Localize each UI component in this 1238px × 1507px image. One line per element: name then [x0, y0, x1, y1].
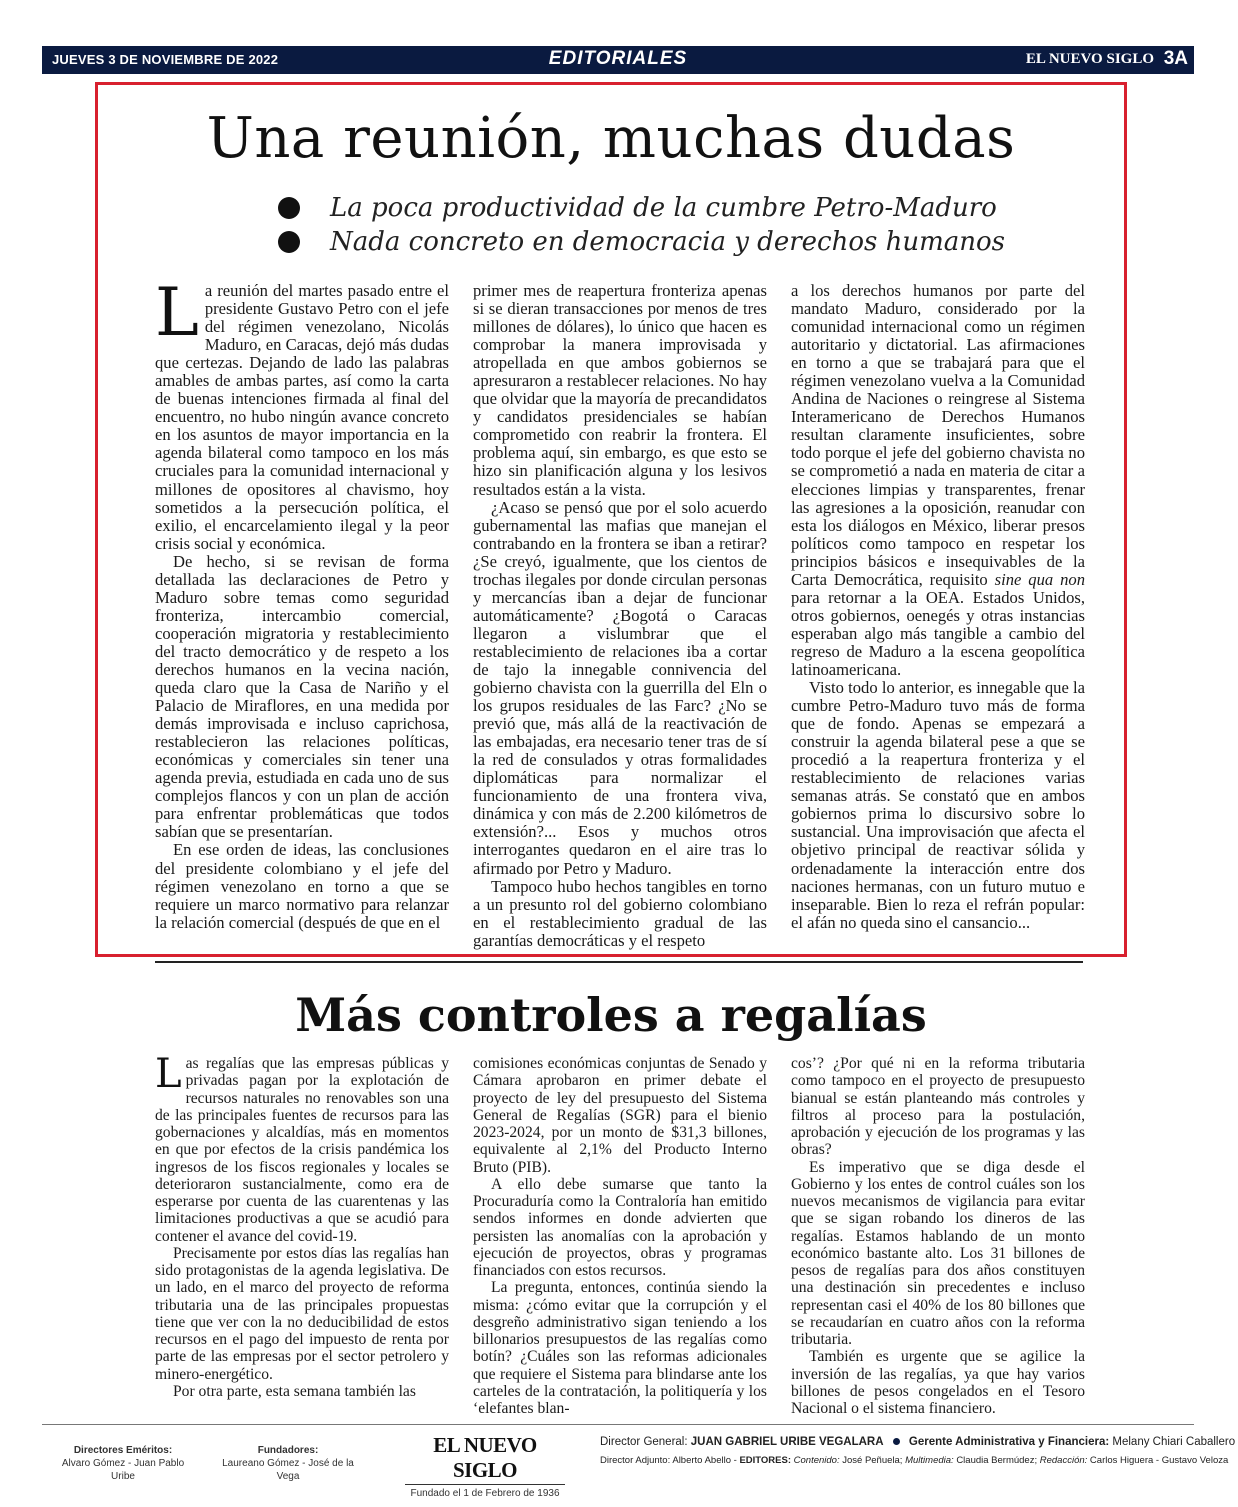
issue-date: JUEVES 3 DE NOVIEMBRE DE 2022 [52, 52, 279, 67]
paragraph-text: as regalías que las empresas públicas y privadas pagan por la explotación de recursos naturales no renovables son una de las principales fuentes de recursos para las gobernaciones y alcaldías, más en momentos en que por efectos de la crisis pandémica los ingresos de los fiscos regionales y locales se deterioraron sustancialmente, como era de esperarse por cuenta de las cuarentenas y las limitaciones productivas a que se acudió para contener el avance del covid-19. [155, 1055, 449, 1245]
paragraph: ¿Acaso se pensó que por el solo acuerdo gubernamental las mafias que manejan el contrabando en la frontera se iban a retirar? ¿Se creyó, igualmente, que los cientos de trochas ilegales por donde circulan personas y mercancías iban a dejar de funcionar automáticamente? ¿Bogotá o Caracas llegaron a vislumbrar que el restablecimiento de relaciones iba a cortar de tajo la innegable connivencia del gobierno chavista con la guerrilla del Eln o los grupos residuales de las Farc? ¿No se previó que, más allá de la reactivación de las embajadas, era necesario tener tras de sí la red de consulados y otras formalidades diplomáticas para normalizar el funcionamiento de una frontera viva, dinámica y con más de 2.200 kilómetros de extensión?... Esos y muchos otros interrogantes quedaron en el aire tras lo afirmado por Petro y Maduro. [473, 497, 767, 878]
deputy-label: Director Adjunto: [600, 1455, 671, 1466]
paragraph-text: a reunión del martes pasado entre el presidente Gustavo Petro con el jefe del régimen venezolano, Nicolás Maduro, en Caracas, dejó más dudas que certezas. Dejando de lado las palabras amables de ambas partes, así como la carta de buenas intenciones firmada al final del encuentro, no hubo ningún avance concreto en los asuntos de mayor importancia en la agenda bilateral como tampoco en los más cruciales para la comunidad internacional y millones de opositores al chavismo, hoy sometidos a la persecución política, el exilio, el encarcelamiento ilegal y la peor crisis social y económica. [155, 281, 449, 553]
paragraph: De hecho, si se revisan de forma detallada las declaraciones de Petro y Maduro sobre temas como seguridad fronteriza, intercambio comercial, cooperación migratoria y restablecimiento del tracto democrático y de respeto a los derechos humanos en la vecina nación, queda claro que la Casa de Nariño y el Palacio de Miraflores, en una medida por demás improvisada e incluso caprichosa, restablecieron las relaciones políticas, económicas y comerciales sin tener una agenda previa, estudiada en cada uno de sus complejos flancos y con un plan de acción para enfrentar problemáticas que todos sabían que se presentarían. [155, 551, 449, 842]
editorial-title: Una reunión, muchas dudas [206, 106, 1016, 171]
subhead-text: Nada concreto en democracia y derechos humanos [330, 227, 1005, 257]
directors-emeritus-label: Directores Eméritos: [73, 1445, 173, 1456]
director-label: Director General: [600, 1436, 688, 1448]
paragraph [155, 1051, 449, 1245]
column-3 [791, 282, 1085, 950]
founders-names: Laureano Gómez - José de la Vega [222, 1458, 354, 1482]
directors-emeritus [58, 1444, 188, 1483]
subhead-text: La poca productividad de la cumbre Petro-Maduro [330, 193, 997, 223]
paragraph [155, 274, 449, 553]
paragraph: Visto todo lo anterior, es innegable que la cumbre Petro-Maduro tuvo más de forma que de fondo. Apenas se empezará a construir la agenda bilateral pese a que se procedió a la reapertura fronteriza y el restablecimiento de relaciones varias semanas atrás. Se constató que en ambos gobiernos prima lo discursivo sobre lo sustancial. Una improvisación que afecta el objetivo principal de reactivar sólida y ordenadamente la interacción entre dos naciones hermanas, con un futuro mutuo e inseparable. Bien lo reza el refrán popular: el afán no queda sino el cansancio... [791, 678, 1085, 932]
paragraph: Tampoco hubo hechos tangibles en torno a un presunto rol del gobierno colombiano en el restablecimiento gradual de las garantías democráticas y el respeto [473, 876, 767, 950]
drop-cap: L [155, 274, 199, 351]
paragraph: También es urgente que se agilice la inversión de las regalías, ya que hay varios billones de pesos congelados en el Tesoro Nacional o el sistema financiero. [791, 1348, 1085, 1417]
column-2 [473, 282, 767, 950]
paragraph: comisiones económicas conjuntas de Senado y Cámara aprobaron en primer debate el proyecto de ley del presupuesto del Sistema General de Regalías (SGR) para el bienio 2023-2024, por un monto de $31,3 billones, equivalente al 2,1% del Producto Interno Bruto (PIB). [473, 1055, 767, 1176]
newsroom-editors: Carlos Higuera - Gustavo Veloza [1089, 1455, 1229, 1466]
founders-label: Fundadores: [257, 1445, 319, 1456]
staff-row-2: Director Adjunto: Alberto Abello - EDITORES: Contenido: José Peñuela; Multimedia: Claudia Bermúdez; Redacción: Carlos Higuera - Gustavo Veloza [600, 1455, 1229, 1466]
section-title: EDITORIALES [548, 48, 688, 69]
drop-cap: L [155, 1051, 182, 1097]
newspaper-logo: EL NUEVO SIGLO [405, 1433, 565, 1485]
bullet-icon [278, 231, 300, 253]
manager-label: Gerente Administrativa y Financiera: [908, 1436, 1110, 1448]
column-1 [155, 1051, 449, 1417]
footer-logo-block [405, 1433, 565, 1499]
paragraph [791, 282, 1085, 679]
paragraph: La pregunta, entonces, continúa siendo la misma: ¿cómo evitar que la corrupción y el desgreño administrativo sigan teniendo a los billonarios presupuestos de las regalías como botín? ¿Cuáles son las reformas adicionales que requiere el Sistema para blindarse ante los carteles de la contratación, la politiquería y los ‘elefantes blan- [473, 1279, 767, 1417]
editorial-subheads [270, 192, 1030, 260]
content-label: Contenido: [793, 1455, 840, 1466]
paragraph-text: a los derechos humanos por parte del mandato Maduro, considerado por la comunidad internacional como un régimen autoritario y dictatorial. Las afirmaciones en torno a que se trabajará para que el régimen venezolano vuelva a la Comunidad Andina de Naciones o reingrese al Sistema Interamericano de Derechos Humanos resultan claramente insuficientes, sobre todo porque el jefe del gobierno chavista no se comprometió a nada en materia de citar a elecciones limpias y transparentes, frenar las agresiones a la oposición, reanudar con esta los diálogos en México, liberar presos políticos como tampoco en respetar los principios básicos e insequivables de la Carta Democrática, requisito [791, 281, 1085, 589]
newspaper-brand: EL NUEVO SIGLO [1025, 51, 1154, 67]
page-number: 3A [1163, 48, 1188, 69]
director-name: JUAN GABRIEL URIBE VEGALARA [690, 1436, 884, 1448]
staff-credits [600, 1436, 1236, 1466]
newsroom-label: Redacción: [1039, 1455, 1088, 1466]
latin-phrase: sine qua non [994, 569, 1085, 589]
subhead-item [270, 192, 1030, 226]
bullet-icon [278, 197, 300, 219]
paragraph: primer mes de reapertura fronteriza apenas si se dieran transacciones por menos de tres millones de dólares), lo único que hacen es comprobar la manera improvisada y atropellada en que ambos gobiernos se apresuraron a restablecer relaciones. No hay que olvidar que la mayoría de precandidatos y candidatos presidenciales se habían comprometido con reabrir la frontera. El problema aquí, sin embargo, es que esto se hizo sin planificación alguna y los lesivos resultados están a la vista. [473, 281, 767, 499]
paragraph: cos’? ¿Por qué ni en la reforma tributaria como tampoco en el proyecto de presupuesto bianual se están planteando más controles y filtros al proceso para la postulación, aprobación y ejecución de los programas y las obras? [791, 1055, 1085, 1159]
section-divider [155, 961, 1083, 963]
founders [218, 1444, 358, 1483]
deputy-name: Alberto Abello [672, 1455, 731, 1466]
directors-emeritus-names: Alvaro Gómez - Juan Pablo Uribe [61, 1458, 185, 1482]
content-editor: José Peñuela; [842, 1455, 903, 1466]
editors-label: EDITORES: [739, 1455, 791, 1466]
paragraph: Es imperativo que se diga desde el Gobierno y los entes de control cuáles son los nuevos mecanismos de vigilancia para evitar que se sigan robando los dineros de las regalías. Estamos hablando de un monto económico bastante alto. Los 31 billones de pesos de regalías para dos años constituyen una destinación sin precedentes e incluso representan casi el 40% de los 80 billones que se recaudarían en cuatro años con la reforma tributaria. [791, 1158, 1085, 1348]
column-2 [473, 1055, 767, 1417]
column-1 [155, 274, 449, 950]
paragraph-text: para retornar a la OEA. Estados Unidos, otros gobiernos, oenegés y otras instancias esperaban algo más tangible a cambio del regreso de Maduro a la escena geopolítica latinoamericana. [791, 587, 1085, 679]
multimedia-label: Multimedia: [905, 1455, 954, 1466]
multimedia-editor: Claudia Bermúdez; [956, 1455, 1038, 1466]
column-3 [791, 1055, 1085, 1417]
editorial-body [155, 1051, 1085, 1417]
editorial-body [155, 274, 1085, 950]
staff-row-1 [600, 1436, 1236, 1448]
paragraph: En ese orden de ideas, las conclusiones del presidente colombiano y el jefe del régimen venezolano en torno a que se requiere un marco normativo para relanzar la relación comercial (después de que en el [155, 840, 449, 932]
paragraph: Por otra parte, esta semana también las [173, 1382, 416, 1400]
subhead-item [270, 226, 1030, 260]
footer-divider [42, 1424, 1194, 1425]
founded-date: Fundado el 1 de Febrero de 1936 [410, 1488, 560, 1499]
paragraph: Precisamente por estos días las regalías han sido protagonistas de la agenda legislativa. De un lado, en el marco del proyecto de reforma tributaria una de las principales propuestas tiene que ver con la no deducibilidad de estos recursos en el pago del impuesto de renta por parte de las empresas por el sector petrolero y minero-energético. [155, 1244, 449, 1383]
paragraph: A ello debe sumarse que tanto la Procuraduría como la Contraloría han emitido sendos informes en donde advierten que persisten las anomalías con la aprobación y ejecución de proyectos, obras y programas financiados con estos recursos. [473, 1175, 767, 1279]
separator-dot-icon [893, 1438, 900, 1445]
editorial-title: Más controles a regalías [295, 988, 927, 1042]
page-header-bar [42, 46, 1194, 74]
manager-name: Melany Chiari Caballero [1112, 1436, 1236, 1448]
